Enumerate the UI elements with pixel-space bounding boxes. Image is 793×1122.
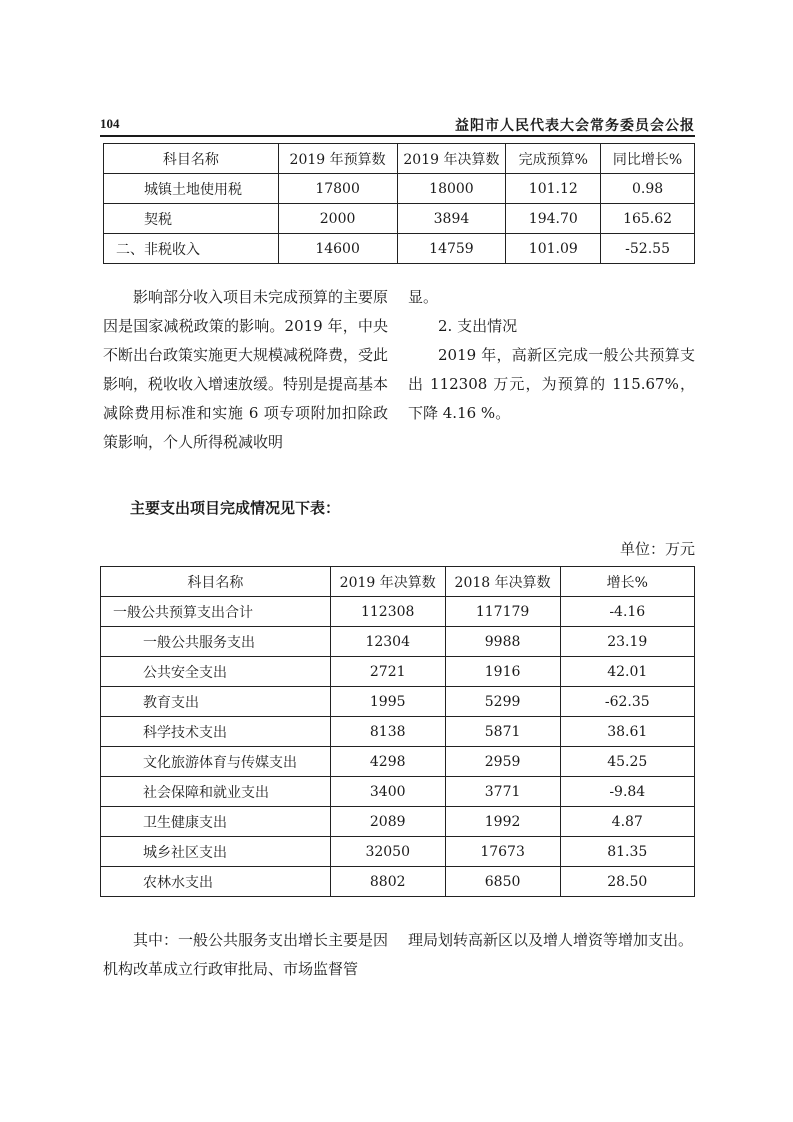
table-row — [101, 837, 695, 867]
body-paragraph: 其中：一般公共服务支出增长主要是因机构改革成立行政审批局、市场监督管 — [103, 931, 389, 978]
table-row — [101, 867, 695, 897]
table-cell: 3400 — [330, 777, 445, 807]
table-cell: 117179 — [445, 597, 560, 627]
table-cell: 1916 — [445, 657, 560, 687]
body-paragraph-continuation: 理局划转高新区以及增人增资等增加支出。 — [408, 931, 694, 949]
table-cell: 2959 — [445, 747, 560, 777]
table-cell: -62.35 — [560, 687, 694, 717]
table-row — [101, 687, 695, 717]
table-intro: 主要支出项目完成情况见下表： — [130, 499, 341, 517]
table-cell: 契税 — [104, 204, 279, 234]
table-cell: 4298 — [330, 747, 445, 777]
table-cell: 101.09 — [506, 234, 601, 264]
table-cell: 0.98 — [601, 174, 695, 204]
table-cell: 一般公共预算支出合计 — [101, 597, 331, 627]
table-cell: 卫生健康支出 — [101, 807, 331, 837]
table-header-row — [101, 567, 695, 597]
table-row — [101, 597, 695, 627]
table-header-row — [104, 144, 695, 174]
revenue-table — [103, 143, 695, 264]
table-cell: 23.19 — [560, 627, 694, 657]
table-cell: -52.55 — [601, 234, 695, 264]
table-cell: 教育支出 — [101, 687, 331, 717]
table-header-cell: 增长% — [560, 567, 694, 597]
table-header-cell: 完成预算% — [506, 144, 601, 174]
table-cell: 9988 — [445, 627, 560, 657]
table-header-cell: 科目名称 — [101, 567, 331, 597]
text-column-left — [103, 283, 388, 457]
body-paragraph: 2019 年，高新区完成一般公共预算支出 112308 万元，为预算的 115.67%，下降 4.16 %。 — [408, 346, 695, 422]
table-cell: 28.50 — [560, 867, 694, 897]
table-row — [101, 807, 695, 837]
table-header-cell: 同比增长% — [601, 144, 695, 174]
table-cell: 8802 — [330, 867, 445, 897]
table-cell: 14600 — [278, 234, 397, 264]
text-column-right — [408, 283, 695, 428]
table-cell: 14759 — [397, 234, 506, 264]
table-cell: 3771 — [445, 777, 560, 807]
table-header-cell: 科目名称 — [104, 144, 279, 174]
header-rule — [100, 135, 695, 137]
table-header-cell: 2019 年预算数 — [278, 144, 397, 174]
table-cell: 112308 — [330, 597, 445, 627]
table-cell: 18000 — [397, 174, 506, 204]
table-row — [101, 717, 695, 747]
table-cell: 81.35 — [560, 837, 694, 867]
page-header — [100, 113, 695, 133]
unit-label: 单位：万元 — [619, 540, 695, 558]
table-cell: 12304 — [330, 627, 445, 657]
table-row — [104, 234, 695, 264]
table-cell: -4.16 — [560, 597, 694, 627]
table-cell: 38.61 — [560, 717, 694, 747]
table-cell: 2721 — [330, 657, 445, 687]
table-cell: 45.25 — [560, 747, 694, 777]
table-header-cell: 2019 年决算数 — [397, 144, 506, 174]
section-heading: 2. 支出情况 — [438, 317, 518, 335]
table-cell: 194.70 — [506, 204, 601, 234]
table-header-cell: 2018 年决算数 — [445, 567, 560, 597]
table-cell: 8138 — [330, 717, 445, 747]
body-paragraph: 影响部分收入项目未完成预算的主要原因是国家减税政策的影响。2019 年，中央不断出台政策实施更大规模减税降费，受此影响，税收收入增速放缓。特别是提高基本减除费用标准和实施 6 项专项附加扣除政策影响，个人所得税减收明 — [103, 288, 389, 451]
table-cell: 5299 — [445, 687, 560, 717]
table-row — [101, 777, 695, 807]
expenditure-table — [100, 566, 695, 897]
table-cell: 4.87 — [560, 807, 694, 837]
table-cell: 17800 — [278, 174, 397, 204]
table-cell: 社会保障和就业支出 — [101, 777, 331, 807]
table-cell: 一般公共服务支出 — [101, 627, 331, 657]
table-cell: 1995 — [330, 687, 445, 717]
table-cell: 101.12 — [506, 174, 601, 204]
table-row — [104, 204, 695, 234]
table-header-cell: 2019 年决算数 — [330, 567, 445, 597]
table-cell: 科学技术支出 — [101, 717, 331, 747]
body-paragraph-continuation: 显。 — [408, 288, 439, 306]
table-cell: 公共安全支出 — [101, 657, 331, 687]
table-cell: 农林水支出 — [101, 867, 331, 897]
table-cell: 165.62 — [601, 204, 695, 234]
table-row — [101, 747, 695, 777]
table-cell: 6850 — [445, 867, 560, 897]
table-cell: 城镇土地使用税 — [104, 174, 279, 204]
table-cell: 17673 — [445, 837, 560, 867]
table-row — [101, 657, 695, 687]
text-column-left-bottom — [103, 926, 388, 984]
publication-title: 益阳市人民代表大会常务委员会公报 — [455, 118, 695, 134]
table-cell: 城乡社区支出 — [101, 837, 331, 867]
table-cell: 2000 — [278, 204, 397, 234]
table-cell: 2089 — [330, 807, 445, 837]
table-cell: 42.01 — [560, 657, 694, 687]
text-column-right-bottom — [408, 926, 695, 955]
table-row — [101, 627, 695, 657]
page-number: 104 — [100, 116, 120, 131]
table-cell: -9.84 — [560, 777, 694, 807]
table-cell: 5871 — [445, 717, 560, 747]
table-cell: 二、非税收入 — [104, 234, 279, 264]
table-row — [104, 174, 695, 204]
table-cell: 文化旅游体育与传媒支出 — [101, 747, 331, 777]
table-cell: 3894 — [397, 204, 506, 234]
table-cell: 32050 — [330, 837, 445, 867]
table-cell: 1992 — [445, 807, 560, 837]
